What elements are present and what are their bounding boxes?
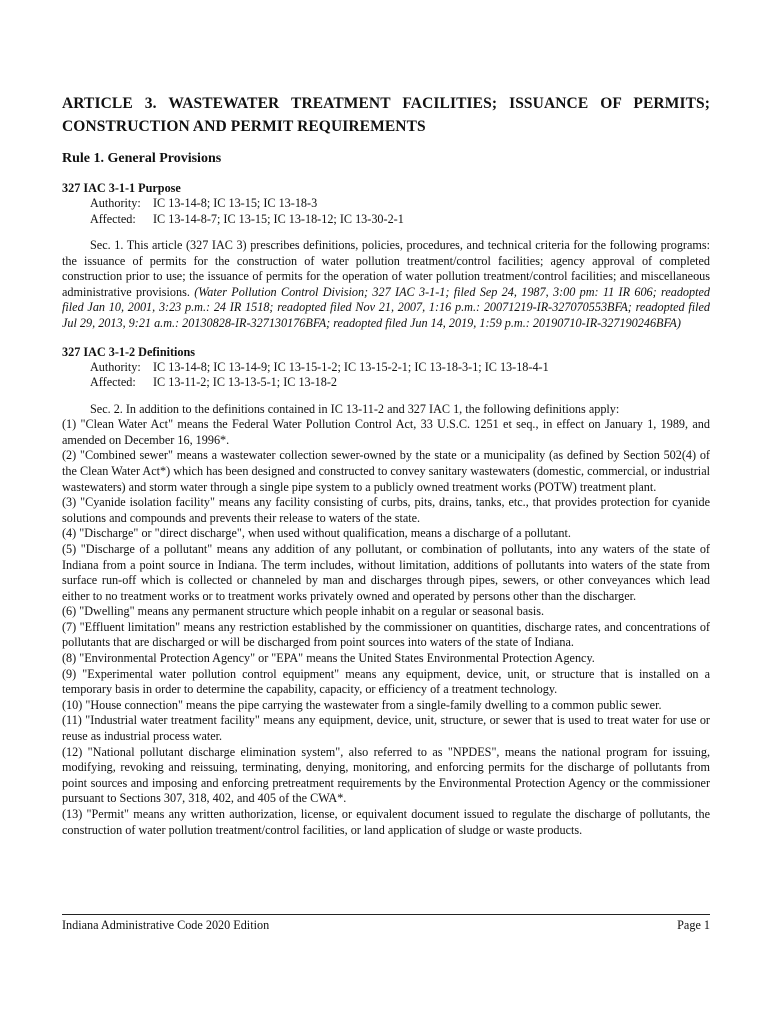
section-heading: 327 IAC 3-1-2 Definitions [62, 344, 196, 359]
authority-label: Authority: [90, 359, 141, 374]
definition-item: (2) "Combined sewer" means a wastewater collection sewer-owned by the state or a municipality (as defined by Section 502(4) of the Clean Water Act*) which has been designed and constructed to convey sanitary wastewaters (domestic, commercial, or industrial wastewaters) and storm water through a single pipe system to a publicly owned treatment works (POTW) treatment plant. [62, 448, 710, 494]
definition-item: (3) "Cyanide isolation facility" means any facility consisting of curbs, pits, drains, tanks, etc., that provides protection for cyanide solutions and compounds and prevents their release to waters of the state. [62, 495, 710, 525]
section-purpose [62, 180, 710, 332]
rule-title: Rule 1. General Provisions [62, 151, 222, 166]
definition-item: (4) "Discharge" or "direct discharge", when used without qualification, means a discharge of a pollutant. [62, 526, 571, 541]
document-page [62, 92, 710, 838]
definition-item: (1) "Clean Water Act" means the Federal Water Pollution Control Act, 33 U.S.C. 1251 et seq., in effect on January 1, 1989, and amended on December 16, 1996*. [62, 417, 710, 447]
authority-row [90, 360, 710, 376]
definition-item: (11) "Industrial water treatment facility" means any equipment, device, unit, structure, or sewer that is used to treat water for use or reuse as industrial process water. [62, 713, 710, 744]
section-definitions [62, 344, 710, 839]
section-meta [90, 360, 710, 391]
section-body: Sec. 1. This article (327 IAC 3) prescribes definitions, policies, procedures, and technical criteria for the following programs: the issuance of permits for the construction of water pollution treatment/control facilities; agency approval of completed construction prior to use; the issuance of permits for the operation of water pollution treatment/control facilities; and miscellaneous administrative provisions. [62, 238, 710, 299]
definition-item: (13) "Permit" means any written authorization, license, or equivalent document issued to regulate the discharge of pollutants, the construction of water pollution treatment/control facilities, or land application of sludge or waste products. [62, 807, 710, 837]
section-text [62, 238, 710, 332]
definition-item: (7) "Effluent limitation" means any restriction established by the commissioner on quantities, discharge rates, and concentrations of pollutants that are discharged or will be discharged from point sources into waters of the state of Indiana. [62, 619, 710, 650]
affected-row [90, 375, 710, 391]
authority-row [90, 196, 710, 212]
authority-value: IC 13-14-8; IC 13-14-9; IC 13-15-1-2; IC 13-15-2-1; IC 13-18-3-1; IC 13-18-4-1 [153, 359, 549, 374]
section-intro: Sec. 2. In addition to the definitions contained in IC 13-11-2 and 327 IAC 1, the following definitions apply: [90, 401, 620, 416]
definition-item: (5) "Discharge of a pollutant" means any addition of any pollutant, or combination of pollutants, into any waters of the state of Indiana from a point source in Indiana. The term includes, without limitation, additions of pollutants into waters of the state from surface run-off which is collected or channeled by man and discharges through pipes, sewers, or other conveyances which lead either to no treatment works or to treatment works privately owned and operated by persons other than the discharger. [62, 541, 710, 603]
section-meta [90, 196, 710, 227]
affected-value: IC 13-11-2; IC 13-13-5-1; IC 13-18-2 [153, 375, 338, 390]
section-history: (Water Pollution Control Division; 327 IAC 3-1-1; filed Sep 24, 1987, 3:00 pm: 11 IR 606; readopted filed Jan 10, 2001, 3:23 p.m.: 24 IR 1518; readopted filed Nov 21, 2007, 1:16 p.m.: 20071219-IR-327070553BFA; readopted filed Jul 29, 2013, 9:21 a.m.: 20130828-IR-327130176BFA; readopted filed Jun 14, 2019, 1:59 p.m.: 20190710-IR-327190246BFA) [62, 284, 710, 330]
page-number: Page 1 [677, 918, 710, 932]
definition-item: (10) "House connection" means the pipe carrying the wastewater from a single-family dwelling to a common public sewer. [62, 697, 662, 712]
definition-item: (9) "Experimental water pollution control equipment" means any equipment, device, unit, or structure that is installed on a temporary basis in order to determine the capability, capacity, or efficiency of a treatment technology. [62, 666, 710, 697]
section-heading: 327 IAC 3-1-1 Purpose [62, 181, 181, 195]
authority-label: Authority: [90, 196, 141, 210]
affected-row [90, 212, 710, 228]
article-title: ARTICLE 3. WASTEWATER TREATMENT FACILITIES; ISSUANCE OF PERMITS; CONSTRUCTION AND PERMIT REQUIREMENTS [62, 95, 710, 135]
affected-label: Affected: [90, 375, 136, 390]
footer-edition: Indiana Administrative Code 2020 Edition [62, 918, 270, 932]
authority-value: IC 13-14-8; IC 13-15; IC 13-18-3 [153, 196, 318, 210]
page-footer [62, 914, 710, 935]
definition-item: (12) "National pollutant discharge elimination system", also referred to as "NPDES", means the national program for issuing, modifying, revoking and reissuing, terminating, denying, monitoring, and enforcing permits for the discharge of pollutants from point sources and imposing and enforcing pretreatment requirements by the Environmental Protection Agency or the commissioner pursuant to Sections 307, 318, 402, and 405 of the CWA*. [62, 744, 710, 806]
definition-item: (8) "Environmental Protection Agency" or "EPA" means the United States Environmental Protection Agency. [62, 651, 595, 666]
affected-label: Affected: [90, 211, 136, 226]
affected-value: IC 13-14-8-7; IC 13-15; IC 13-18-12; IC 13-30-2-1 [153, 211, 404, 226]
definition-item: (6) "Dwelling" means any permanent structure which people inhabit on a regular or seasonal basis. [62, 604, 545, 619]
